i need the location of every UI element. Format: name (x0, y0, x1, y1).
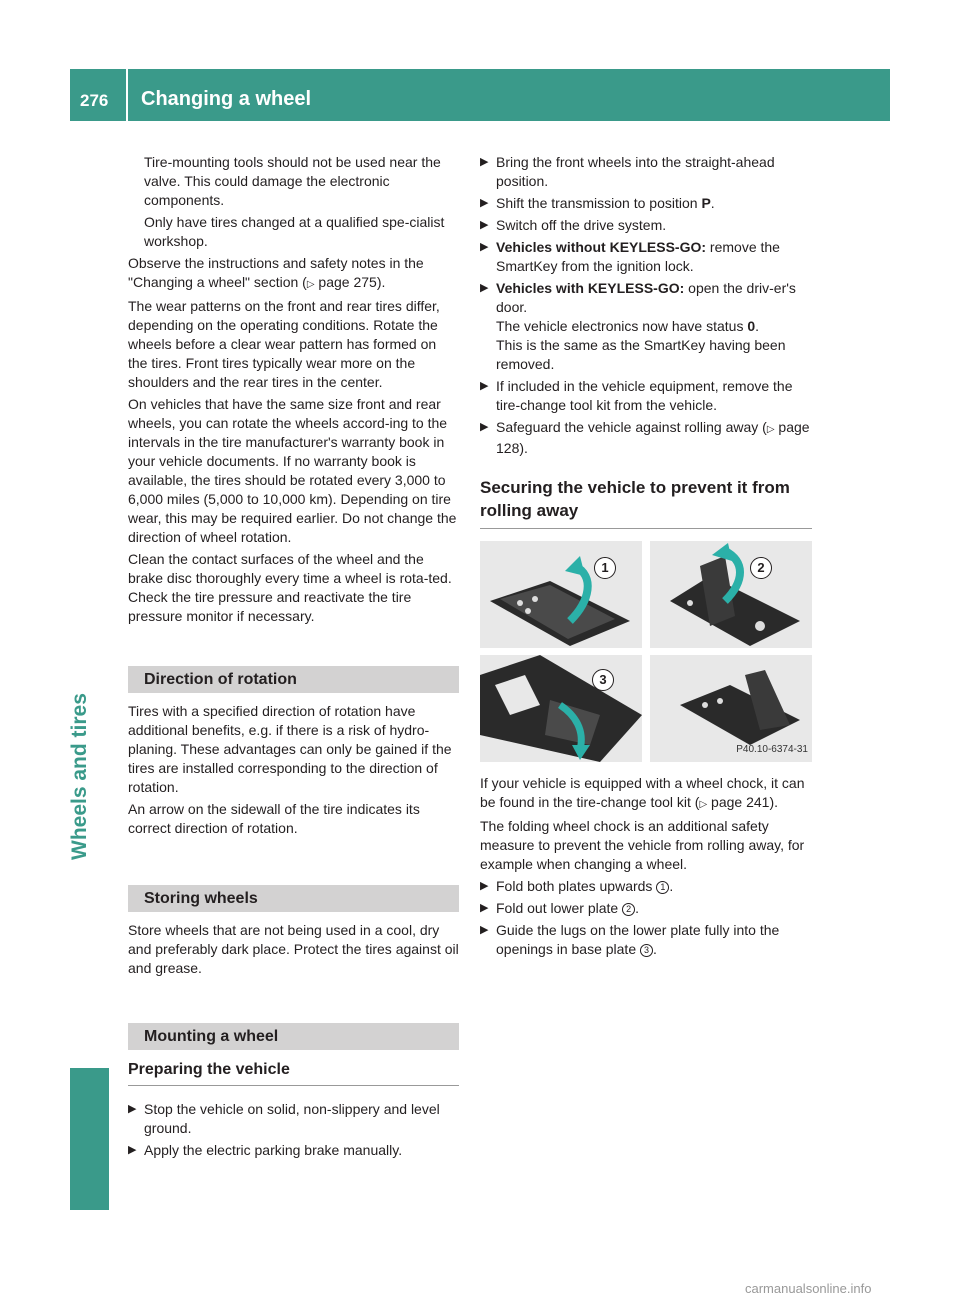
illustration-panel-2 (650, 541, 812, 648)
heading-preparing-the-vehicle: Preparing the vehicle (128, 1059, 459, 1086)
list-item: ▶ Apply the electric parking brake manually. (128, 1142, 403, 1158)
page-header (70, 69, 890, 121)
callout-ref: 1 (656, 881, 669, 894)
callout-3: 3 (592, 669, 614, 691)
paragraph: Clean the contact surfaces of the wheel and the brake disc thoroughly every time a wheel is rota-ted. Check the tire pressure and reactivate the tire pressure monitor if necessary. (128, 551, 452, 624)
paragraph: Store wheels that are not being used in a cool, dry and preferably dark place. Protect the tires against oil and grease. (128, 922, 459, 976)
list-item: ▶ Fold both plates upwards 1 . (480, 878, 674, 894)
paragraph: On vehicles that have the same size front and rear wheels, you can rotate the wheels accord-ing to the intervals in the tire manufacturer's warranty book in your vehicle documents. If no warranty book is available, the tires should be rotated every 3,000 to 6,000 miles (5,000 to 10,000 km). Depending on tire wear, this may be required earlier. Do not change the direction of wheel rotation. (128, 396, 457, 545)
heading-storing-wheels: Storing wheels (128, 885, 459, 912)
page-ref-icon: ▷ (306, 279, 315, 290)
callout-ref: 2 (622, 903, 635, 916)
illustration-panel-3 (480, 655, 642, 762)
callout-2: 2 (750, 557, 772, 579)
page-ref-icon: ▷ (766, 424, 775, 435)
callout-ref: 3 (640, 944, 653, 957)
paragraph: An arrow on the sidewall of the tire indicates its correct direction of rotation. (128, 801, 420, 836)
paragraph: If your vehicle is equipped with a wheel chock, it can be found in the tire-change tool kit (▷ page 241). (480, 775, 805, 810)
list-item: ▶ Safeguard the vehicle against rolling away (▷ page 128). (480, 419, 810, 456)
paragraph: Only have tires changed at a qualified spe-cialist workshop. (144, 214, 445, 249)
bullet-arrow-icon: ▶ (480, 380, 489, 392)
left-column (128, 153, 459, 1163)
bullet-arrow-icon: ▶ (128, 1103, 137, 1115)
list-item: ▶ Switch off the drive system. (480, 217, 667, 233)
bullet-arrow-icon: ▶ (480, 421, 489, 433)
bullet-arrow-icon: ▶ (128, 1144, 137, 1156)
heading-securing-vehicle: Securing the vehicle to prevent it from rolling away (480, 476, 812, 529)
watermark: carmanualsonline.info (745, 1281, 872, 1296)
header-separator (126, 69, 128, 121)
page-ref-icon: ▷ (699, 799, 708, 810)
bullet-arrow-icon: ▶ (480, 219, 489, 231)
bullet-arrow-icon: ▶ (480, 924, 489, 936)
heading-mounting-a-wheel: Mounting a wheel (128, 1023, 459, 1050)
image-code: P40.10-6374-31 (736, 744, 808, 755)
paragraph: The folding wheel chock is an additional safety measure to prevent the vehicle from rolling away, for example when changing a wheel. (480, 818, 805, 872)
callout-1: 1 (594, 557, 616, 579)
paragraph: Observe the instructions and safety notes in the "Changing a wheel" section (▷ page 275). (128, 255, 424, 290)
bullet-arrow-icon: ▶ (480, 156, 489, 168)
illustration-panel-1 (480, 541, 642, 648)
bullet-arrow-icon: ▶ (480, 902, 489, 914)
section-tab (70, 1068, 109, 1210)
paragraph: Tire-mounting tools should not be used near the valve. This could damage the electronic components. (144, 154, 441, 208)
list-item: ▶ Vehicles with KEYLESS-GO: open the driv-er's door. The vehicle electronics now have status 0. This is the same as the SmartKey having been removed. (480, 280, 796, 372)
bullet-arrow-icon: ▶ (480, 197, 489, 209)
paragraph: The wear patterns on the front and rear tires differ, depending on the operating conditions. Rotate the wheels before a clear wear pattern has formed on the tires. Front tires typically wear more on the shoulders and the rear tires in the center. (128, 298, 440, 390)
paragraph: Tires with a specified direction of rotation have additional benefits, e.g. if there is a risk of hydro-planing. These advantages can only be gained if the tires are installed corresponding to the direction of rotation. (128, 703, 452, 795)
list-item: ▶ Vehicles without KEYLESS-GO: remove the SmartKey from the ignition lock. (480, 239, 780, 274)
right-column (480, 153, 812, 962)
list-item: ▶ Guide the lugs on the lower plate fully into the openings in base plate 3 . (480, 922, 780, 957)
bullet-arrow-icon: ▶ (480, 241, 489, 253)
heading-direction-of-rotation: Direction of rotation (128, 666, 459, 693)
illustration-panel-4 (650, 655, 812, 762)
section-label: Wheels and tires (68, 693, 91, 860)
list-item: ▶ Fold out lower plate 2 . (480, 900, 639, 916)
bullet-arrow-icon: ▶ (480, 282, 489, 294)
page-number: 276 (80, 91, 109, 110)
bullet-arrow-icon: ▶ (480, 880, 489, 892)
page-title: Changing a wheel (141, 88, 312, 110)
list-item: ▶ Bring the front wheels into the straight-ahead position. (480, 154, 775, 189)
list-item: ▶ Shift the transmission to position P. (480, 195, 715, 211)
list-item: ▶ Stop the vehicle on solid, non-slippery and level ground. (128, 1101, 440, 1136)
list-item: ▶ If included in the vehicle equipment, remove the tire-change tool kit from the vehicle. (480, 378, 793, 413)
wheel-chock-illustration (480, 541, 812, 762)
